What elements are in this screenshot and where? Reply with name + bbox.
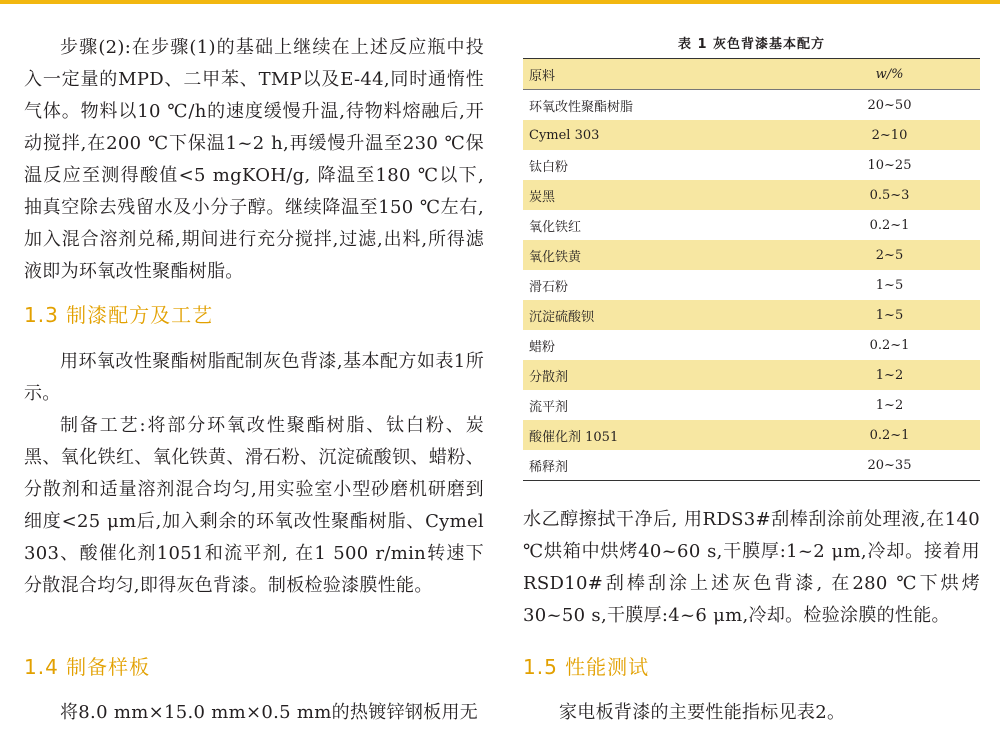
paragraph-performance-test: 家电板背漆的主要性能指标见表2。 (559, 702, 846, 723)
table-cell-material: 蜡粉 (529, 339, 556, 355)
table-cell-material: 分散剂 (523, 360, 799, 390)
table-cell-mass-fraction: 0.5~3 (799, 180, 980, 210)
table-row (523, 360, 980, 390)
table-row (523, 300, 980, 330)
table-row (523, 90, 980, 121)
table-row (523, 240, 980, 270)
table-row (523, 270, 980, 300)
table-row (523, 330, 980, 360)
paragraph-sample-prep: 将8.0 mm×15.0 mm×0.5 mm的热镀锌钢板用无 (60, 702, 479, 723)
table-cell-material: 滑石粉 (529, 279, 569, 295)
table-cell-material: 氧化铁红 (529, 219, 582, 235)
paragraph-preparation-process: 制备工艺:将部分环氧改性聚酯树脂、钛白粉、炭黑、氧化铁红、氧化铁黄、滑石粉、沉淀硫酸钡、蜡粉、分散剂和适量溶剂混合均匀,用实验室小型砂磨机研磨到细度<25 μm后,加入剩余的环氧改性聚酯树脂、Cymel 303、酸催化剂1051和流平剂, 在1 500 r/min转速下分散混合均匀,即得灰色背漆。制板检验漆膜性能。 (24, 415, 484, 596)
paragraph-sample-prep-continued: 水乙醇擦拭干净后, 用RDS3#刮棒刮涂前处理液,在140 ℃烘箱中烘烤40~60 s,干膜厚:1~2 μm,冷却。接着用RSD10#刮棒刮涂上述灰色背漆, 在280 ℃下烘烤30~50 s,干膜厚:4~6 μm,冷却。检验涂膜的性能。 (523, 509, 980, 626)
section-1-4-heading: 1.4 制备样板 (24, 655, 151, 679)
table-row (523, 120, 980, 150)
table-cell-mass-fraction: 20~35 (799, 450, 980, 481)
table-cell-material: 炭黑 (523, 180, 799, 210)
table-row (523, 420, 980, 450)
table-cell-mass-fraction: 1~5 (799, 300, 980, 330)
table-1-title: 表 1 灰色背漆基本配方 (677, 37, 826, 52)
table-header-material: 原料 (523, 59, 799, 90)
formula-table (523, 58, 980, 481)
table-cell-mass-fraction: 2~5 (799, 240, 980, 270)
table-cell-material: 氧化铁黄 (523, 240, 799, 270)
table-cell-material: 钛白粉 (529, 159, 569, 175)
paragraph-formula-intro: 用环氧改性聚酯树脂配制灰色背漆,基本配方如表1所示。 (24, 351, 484, 404)
section-1-3-heading: 1.3 制漆配方及工艺 (24, 303, 214, 327)
table-row (523, 390, 980, 420)
table-cell-mass-fraction: 20~50 (867, 97, 912, 113)
table-row (523, 450, 980, 481)
table-cell-mass-fraction: 10~25 (867, 157, 912, 173)
table-body (523, 90, 980, 481)
table-cell-mass-fraction: 0.2~1 (869, 217, 910, 233)
table-cell-mass-fraction: 1~2 (875, 397, 904, 413)
paragraph-step2: 步骤(2):在步骤(1)的基础上继续在上述反应瓶中投入一定量的MPD、二甲苯、TMP以及E-44,同时通惰性气体。物料以10 ℃/h的速度缓慢升温,待物料熔融后,开动搅拌,在200 ℃下保温1~2 h,再缓慢升温至230 ℃保温反应至测得酸值<5 mgKOH/g, 降温至180 ℃以下, 抽真空除去残留水及小分子醇。继续降温至150 ℃左右,加入混合溶剂兑稀,期间进行充分搅拌,过滤,出料,所得滤液即为环氧改性聚酯树脂。 (24, 37, 484, 282)
table-cell-mass-fraction: 0.2~1 (869, 337, 910, 353)
table-header-row (523, 59, 980, 90)
table-cell-material: 稀释剂 (523, 450, 799, 481)
table-cell-material: 流平剂 (529, 399, 569, 415)
table-cell-mass-fraction: 1~5 (875, 277, 904, 293)
table-header-mass-fraction: w/% (799, 59, 980, 90)
table-cell-mass-fraction: 2~10 (799, 120, 980, 150)
table-row (523, 150, 980, 180)
table-cell-mass-fraction: 1~2 (799, 360, 980, 390)
table-row (523, 210, 980, 240)
table-cell-material: 环氧改性聚酯树脂 (529, 99, 634, 115)
top-accent-bar (0, 0, 1000, 4)
section-1-5-heading: 1.5 性能测试 (523, 655, 650, 679)
table-row (523, 180, 980, 210)
table-cell-material: 沉淀硫酸钡 (523, 300, 799, 330)
table-cell-mass-fraction: 0.2~1 (799, 420, 980, 450)
table-cell-material: Cymel 303 (523, 120, 799, 150)
table-cell-material: 酸催化剂 1051 (523, 420, 799, 450)
